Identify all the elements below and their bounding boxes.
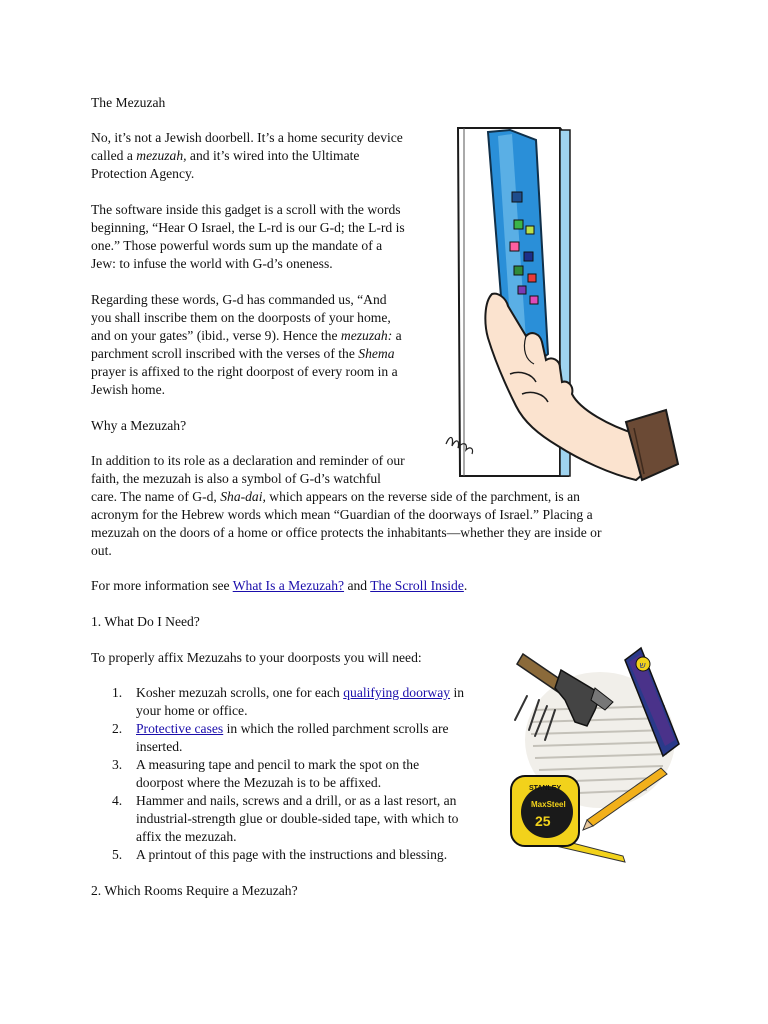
declaration-line-4: acronym for the Hebrew words which mean “Guardian of the doorways of Israel.” Placing a <box>91 507 593 522</box>
tape-brand: STANLEY <box>529 785 562 792</box>
why-heading: Why a Mezuzah? <box>91 418 187 433</box>
section-1-heading: 1. What Do I Need? <box>91 614 200 629</box>
intro-line-2: called a mezuzah, and it’s wired into the Ultimate <box>91 148 360 163</box>
declaration-line-3: care. The name of G-d, Sha-dai, which appears on the reverse side of the parchment, is an <box>91 489 580 504</box>
needs-list <box>91 684 511 864</box>
tape-size: 25 <box>535 813 551 829</box>
list-item: 3. A measuring tape and pencil to mark the spot on the doorpost where the Mezuzah is to be affixed. <box>112 757 420 790</box>
qualifying-doorway-link[interactable]: qualifying doorway <box>343 685 451 700</box>
software-line-3: one.” Those powerful words sum up the mandate of a <box>91 238 383 253</box>
tape-model: MaxSteel <box>531 800 566 809</box>
declaration-line-5: mezuzah on the doors of a home or office protects the inhabitants—whether they are inside or <box>91 525 602 540</box>
tools-illustration <box>505 640 685 865</box>
mezuzah-hand-illustration <box>440 124 680 484</box>
declaration-line-6: out. <box>91 543 112 558</box>
list-item: 5. A printout of this page with the instructions and blessing. <box>112 847 448 862</box>
regarding-line-1: Regarding these words, G-d has commanded us, “And <box>91 292 387 307</box>
list-item: 1. Kosher mezuzah scrolls, one for each qualifying doorway in your home or office. <box>112 685 465 718</box>
section-2-heading: 2. Which Rooms Require a Mezuzah? <box>91 883 298 898</box>
declaration-line-1: In addition to its role as a declaration and reminder of our <box>91 453 405 468</box>
declaration-line-2: faith, the mezuzah is also a symbol of G-d’s watchful <box>91 471 381 486</box>
software-line-1: The software inside this gadget is a scroll with the words <box>91 202 401 217</box>
regarding-line-4: parchment scroll inscribed with the verses of the Shema <box>91 346 395 361</box>
list-item: 4. Hammer and nails, screws and a drill, or as a last resort, an industrial-strength glue or double-sided tape, with which to affix the mezuzah. <box>112 793 459 844</box>
page-title: The Mezuzah <box>91 95 166 110</box>
software-line-2: beginning, “Hear O Israel, the L-rd is our G-d; the L-rd is <box>91 220 405 235</box>
regarding-line-3: and on your gates” (ibid., verse 9). Hence the mezuzah: a <box>91 328 402 343</box>
regarding-line-6: Jewish home. <box>91 382 166 397</box>
software-line-4: Jew: to infuse the world with G-d’s oneness. <box>91 256 333 271</box>
what-is-a-mezuzah-link[interactable]: What Is a Mezuzah? <box>232 578 345 593</box>
the-scroll-inside-link[interactable]: The Scroll Inside <box>370 578 464 593</box>
intro-line-1: No, it’s not a Jewish doorbell. It’s a home security device <box>91 130 403 145</box>
regarding-line-2: you shall inscribe them on the doorposts of your home, <box>91 310 391 325</box>
list-item: 2. Protective cases in which the rolled parchment scrolls are inserted. <box>112 721 449 754</box>
need-intro: To properly affix Mezuzahs to your doorposts you will need: <box>91 650 422 665</box>
protective-cases-link[interactable]: Protective cases <box>136 721 224 736</box>
intro-line-3: Protection Agency. <box>91 166 195 181</box>
regarding-line-5: prayer is affixed to the right doorpost of every room in a <box>91 364 398 379</box>
more-info-line: For more information see What Is a Mezuzah? and The Scroll Inside. <box>91 578 468 593</box>
case-letter: ש <box>639 661 646 671</box>
